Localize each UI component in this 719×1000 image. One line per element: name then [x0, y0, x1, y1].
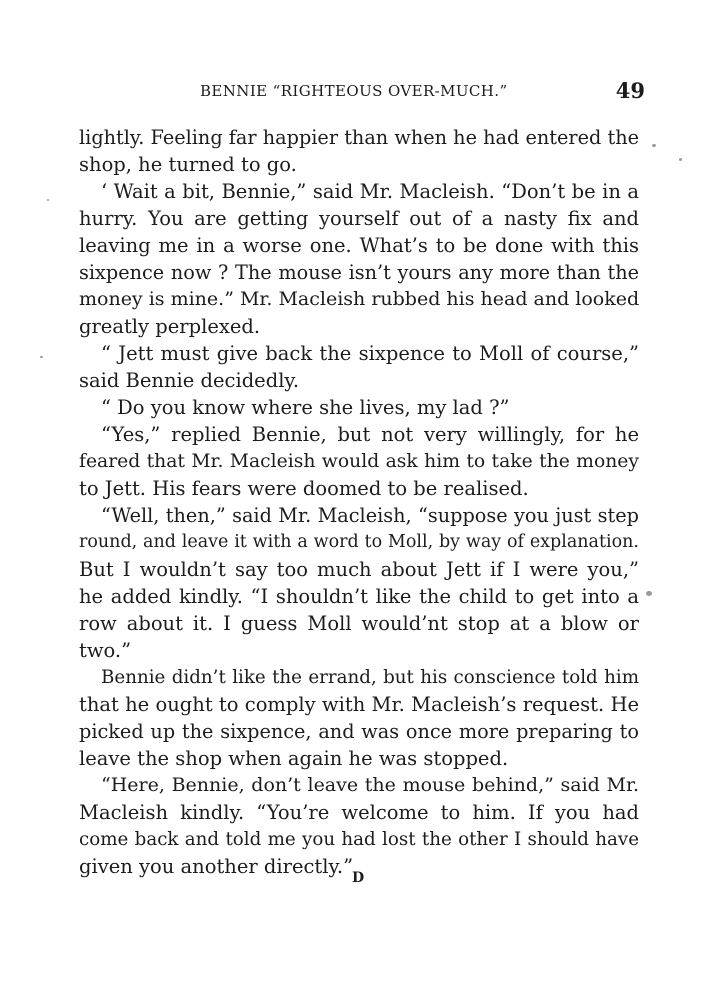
text-line: that he ought to comply with Mr. Macleish’s request. He	[79, 693, 639, 716]
text-line: hurry. You are getting yourself out of a nasty fix and	[79, 207, 639, 230]
paper-speck	[652, 144, 656, 147]
paper-speck	[47, 199, 49, 201]
paper-speck	[40, 356, 43, 358]
text-line: greatly perplexed.	[79, 315, 261, 338]
text-line: Bennie didn’t like the errand, but his conscience told him	[101, 667, 639, 688]
text-line: said Bennie decidedly.	[79, 369, 300, 392]
text-line: “Here, Bennie, don’t leave the mouse behind,” said Mr.	[101, 774, 639, 796]
signature-mark: D	[352, 870, 365, 886]
body-text	[79, 124, 639, 880]
paper-speck	[679, 158, 682, 161]
text-line: “ Do you know where she lives, my lad ?”	[101, 396, 510, 419]
running-head: BENNIE “RIGHTEOUS OVER-MUCH.”	[200, 82, 508, 100]
page-number: 49	[615, 78, 645, 103]
text-line: leaving me in a worse one. What’s to be done with this	[79, 234, 639, 257]
text-line: picked up the sixpence, and was once more preparing to	[79, 720, 639, 743]
text-line: row about it. I guess Moll would’nt stop at a blow or	[79, 612, 639, 635]
text-line: feared that Mr. Macleish would ask him to take the money	[79, 451, 639, 472]
text-line: lightly. Feeling far happier than when he had entered the	[79, 126, 639, 149]
text-line: “Well, then,” said Mr. Macleish, “suppose you just step	[101, 504, 639, 527]
text-line: But I wouldn’t say too much about Jett if I were you,”	[79, 558, 639, 581]
text-line: shop, he turned to go.	[79, 153, 297, 176]
text-line: come back and told me you had lost the other I should have	[79, 829, 639, 850]
text-line: money is mine.” Mr. Macleish rubbed his head and looked	[79, 288, 640, 310]
text-line: two.”	[79, 639, 132, 662]
text-line: round, and leave it with a word to Moll, by way of explanation.	[79, 532, 639, 552]
text-line: to Jett. His fears were doomed to be realised.	[79, 477, 529, 500]
text-line: sixpence now ? The mouse isn’t yours any more than the	[79, 261, 639, 284]
text-line: given you another directly.”	[79, 855, 354, 878]
text-line: leave the shop when again he was stopped.	[79, 747, 509, 770]
text-line: Macleish kindly. “You’re welcome to him. If you had	[79, 801, 639, 824]
paper-speck	[646, 591, 652, 596]
text-line: “ Jett must give back the sixpence to Moll of course,”	[101, 342, 639, 365]
text-line: “Yes,” replied Bennie, but not very willingly, for he	[101, 423, 639, 446]
text-line: ‘ Wait a bit, Bennie,” said Mr. Macleish. “Don’t be in a	[101, 180, 639, 203]
text-line: he added kindly. “I shouldn’t like the child to get into a	[79, 585, 639, 608]
